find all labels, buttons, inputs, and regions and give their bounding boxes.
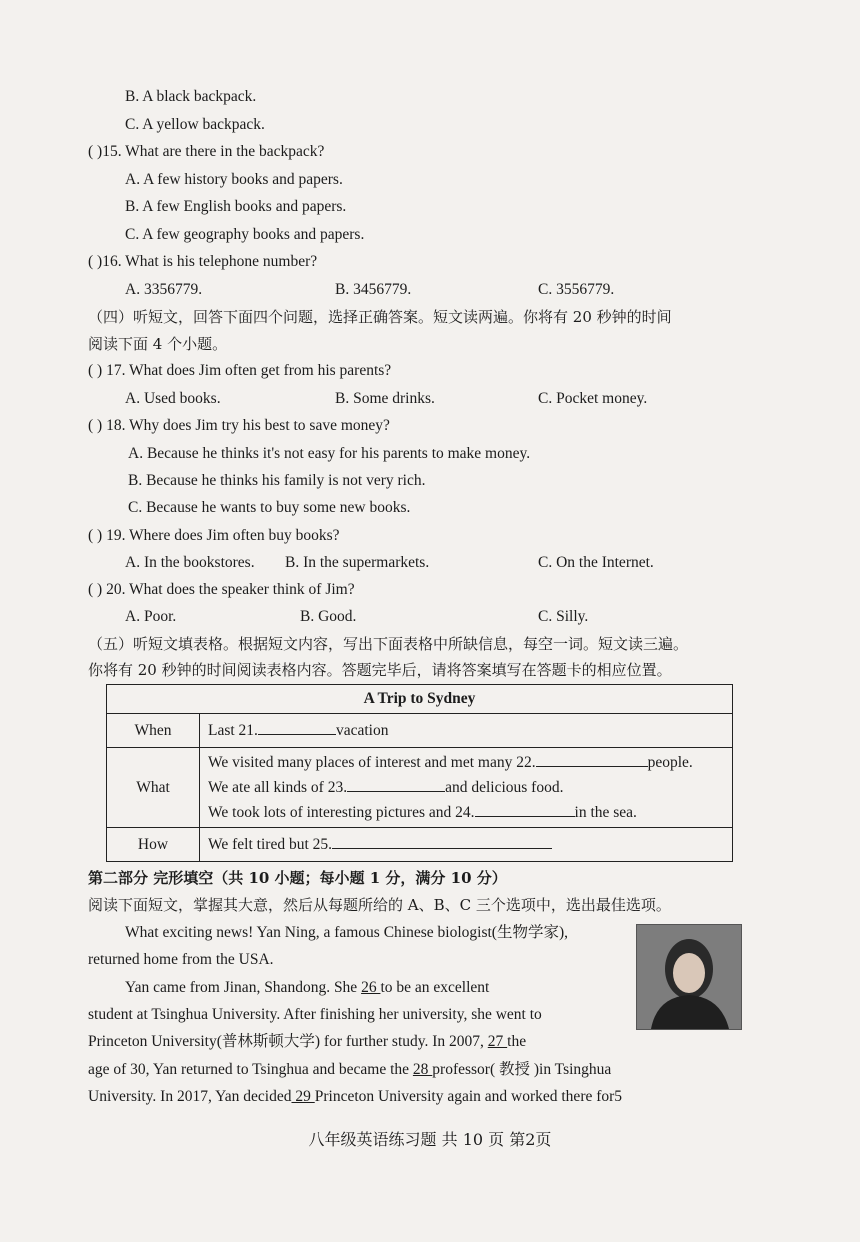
passage-line-5-tail: the bbox=[507, 1033, 527, 1050]
q17-option-b: B. Some drinks. bbox=[335, 390, 435, 407]
q17-stem: ( ) 17. What does Jim often get from his parents? bbox=[88, 362, 392, 379]
what1-prefix: We visited many places of interest and met many 22. bbox=[208, 754, 536, 771]
q18-option-b: B. Because he thinks his family is not very rich. bbox=[128, 472, 426, 489]
q15-option-a: A. A few history books and papers. bbox=[125, 171, 343, 188]
when-suffix: vacation bbox=[335, 722, 389, 739]
q19-option-b: B. In the supermarkets. bbox=[285, 554, 430, 571]
trip-table bbox=[106, 684, 733, 862]
blank-27[interactable]: 27 bbox=[487, 1033, 508, 1050]
when-prefix: Last 21. bbox=[208, 722, 258, 739]
q18-option-a: A. Because he thinks it's not easy for his parents to make money. bbox=[128, 445, 531, 462]
how-cell bbox=[200, 828, 733, 862]
passage-line-4: student at Tsinghua University. After finishing her university, she went to bbox=[88, 1006, 542, 1023]
q15-option-b: B. A few English books and papers. bbox=[125, 198, 347, 215]
passage-line-3 bbox=[125, 978, 489, 998]
table-title: A Trip to Sydney bbox=[107, 685, 733, 714]
when-cell bbox=[200, 714, 733, 748]
q14-option-b: B. A black backpack. bbox=[125, 88, 257, 105]
passage-line-5-text: Princeton University(普林斯顿大学) for further study. In 2007, bbox=[88, 1033, 488, 1050]
section5-instruction-line1: （五）听短文填表格。根据短文内容，写出下面表格中所缺信息，每空一词。短文读三遍。 bbox=[88, 635, 689, 653]
what1-suffix: people. bbox=[647, 754, 693, 771]
section4-instruction-line2: 阅读下面 4 个小题。 bbox=[88, 335, 228, 353]
q20-option-c: C. Silly. bbox=[538, 608, 589, 625]
q20-option-a: A. Poor. bbox=[125, 608, 177, 625]
q19-option-c: C. On the Internet. bbox=[538, 554, 654, 571]
blank-25[interactable] bbox=[332, 832, 552, 849]
q16-stem: ( )16. What is his telephone number? bbox=[88, 253, 318, 270]
passage-line-6-text: age of 30, Yan returned to Tsinghua and became the bbox=[88, 1061, 413, 1078]
passage-line-6 bbox=[88, 1060, 611, 1080]
q17-option-c: C. Pocket money. bbox=[538, 390, 648, 407]
passage-line-7-tail: Princeton University again and worked there for5 bbox=[314, 1088, 623, 1105]
page-footer: 八年级英语练习题 共 10 页 第2页 bbox=[308, 1130, 552, 1149]
q15-stem: ( )15. What are there in the backpack? bbox=[88, 143, 325, 160]
q20-option-b: B. Good. bbox=[300, 608, 357, 625]
q17-option-a: A. Used books. bbox=[125, 390, 221, 407]
how-prefix: We felt tired but 25. bbox=[208, 836, 333, 853]
section4-instruction-line1: （四）听短文，回答下面四个问题，选择正确答案。短文读两遍。你将有 20 秒钟的时间 bbox=[88, 308, 672, 326]
how-label: How bbox=[107, 828, 200, 862]
what2-suffix: and delicious food. bbox=[445, 779, 564, 796]
passage-line-2: returned home from the USA. bbox=[88, 951, 274, 968]
section5-instruction-line2: 你将有 20 秒钟的时间阅读表格内容。答题完毕后，请将答案填写在答题卡的相应位置。 bbox=[88, 661, 672, 679]
what-label: What bbox=[107, 748, 200, 828]
passage-line-6-tail: professor( 教授 )in Tsinghua bbox=[432, 1061, 612, 1078]
q19-option-a: A. In the bookstores. bbox=[125, 554, 255, 571]
blank-21[interactable] bbox=[258, 718, 336, 735]
portrait-image bbox=[637, 925, 741, 1029]
blank-29[interactable]: 29 bbox=[291, 1088, 315, 1105]
part2-heading: 第二部分 完形填空（共 10 小题；每小题 1 分，满分 10 分） bbox=[88, 869, 507, 887]
q15-option-c: C. A few geography books and papers. bbox=[125, 226, 365, 243]
q16-option-a: A. 3356779. bbox=[125, 281, 203, 298]
what2-prefix: We ate all kinds of 23. bbox=[208, 779, 348, 796]
q14-option-c: C. A yellow backpack. bbox=[125, 116, 265, 133]
blank-22[interactable] bbox=[536, 750, 648, 767]
what3-suffix: in the sea. bbox=[574, 804, 637, 821]
q20-stem: ( ) 20. What does the speaker think of Jim? bbox=[88, 581, 355, 598]
biologist-photo bbox=[636, 924, 742, 1030]
passage-line-7-text: University. In 2017, Yan decided bbox=[88, 1088, 292, 1105]
blank-23[interactable] bbox=[347, 775, 445, 792]
passage-line-5 bbox=[88, 1032, 526, 1052]
when-label: When bbox=[107, 714, 200, 748]
q16-option-c: C. 3556779. bbox=[538, 281, 615, 298]
q18-stem: ( ) 18. Why does Jim try his best to save money? bbox=[88, 417, 390, 434]
blank-24[interactable] bbox=[475, 800, 575, 817]
what-cell bbox=[200, 748, 733, 828]
passage-line-7 bbox=[88, 1087, 622, 1107]
part2-instruction: 阅读下面短文，掌握其大意，然后从每题所给的 A、B、C 三个选项中，选出最佳选项。 bbox=[88, 896, 671, 914]
passage-line-3-tail: to be an excellent bbox=[380, 979, 490, 996]
passage-line-3-text: Yan came from Jinan, Shandong. She bbox=[125, 979, 362, 996]
q18-option-c: C. Because he wants to buy some new books. bbox=[128, 499, 411, 516]
blank-28[interactable]: 28 bbox=[412, 1061, 433, 1078]
q16-option-b: B. 3456779. bbox=[335, 281, 412, 298]
passage-line-1: What exciting news! Yan Ning, a famous Chinese biologist(生物学家), bbox=[125, 924, 568, 941]
what3-prefix: We took lots of interesting pictures and 24. bbox=[208, 804, 475, 821]
blank-26[interactable]: 26 bbox=[361, 979, 381, 996]
q19-stem: ( ) 19. Where does Jim often buy books? bbox=[88, 527, 340, 544]
